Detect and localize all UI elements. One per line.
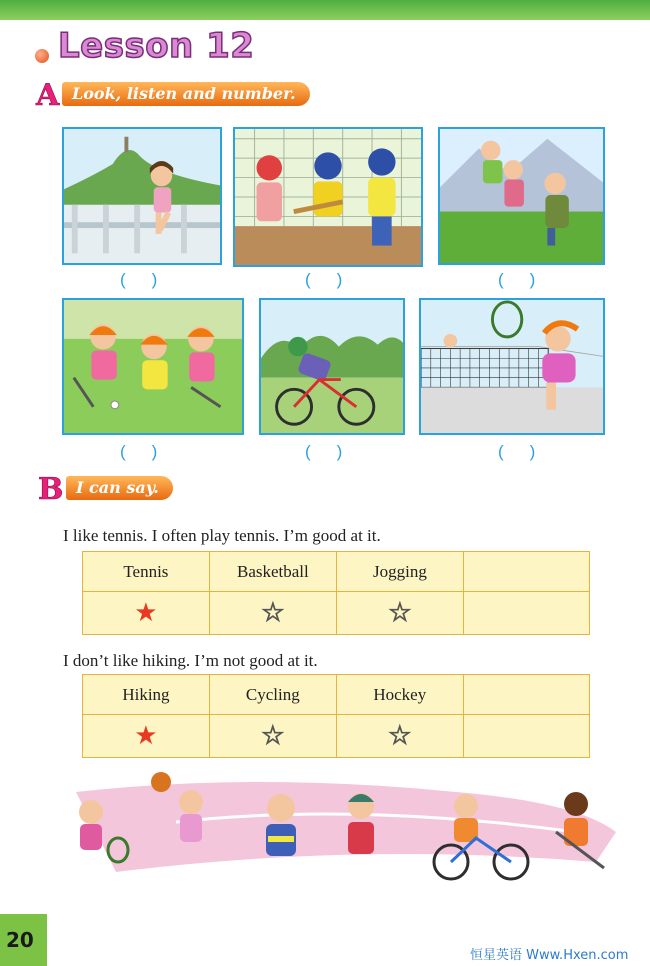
page-number: 20 — [6, 928, 34, 952]
red-star-icon: ★ — [134, 721, 158, 750]
preference-table-1 — [82, 551, 590, 635]
answer-blank-5[interactable]: ( ) — [305, 442, 343, 461]
table-header: Hockey — [336, 675, 463, 715]
table-header: Basketball — [209, 552, 336, 592]
lesson-title: Lesson 12 — [58, 26, 255, 66]
section-a-instruction: Look, listen and number. — [62, 82, 310, 106]
outline-star-icon[interactable]: ☆ — [261, 721, 285, 750]
table-header: Cycling — [209, 675, 336, 715]
example-sentence-1: I like tennis. I often play tennis. I’m good at it. — [63, 526, 381, 545]
kid-hiking — [348, 793, 374, 854]
preference-table-2 — [82, 674, 590, 758]
table-header — [463, 552, 589, 592]
section-a-letter: A — [36, 78, 60, 113]
top-color-bar — [0, 0, 650, 20]
answer-blank-4[interactable]: ( ) — [120, 442, 158, 461]
answer-blank-1[interactable]: ( ) — [120, 270, 158, 289]
picture-girl-running — [62, 127, 222, 265]
kids-sports-illustration — [56, 772, 616, 892]
outline-star-icon[interactable]: ☆ — [388, 598, 412, 627]
empty-cell[interactable] — [463, 715, 589, 758]
table-header: Tennis — [83, 552, 210, 592]
picture-tennis — [419, 298, 605, 435]
table-header: Jogging — [336, 552, 463, 592]
outline-star-icon[interactable]: ☆ — [261, 598, 285, 627]
picture-hockey — [62, 298, 244, 435]
answer-blank-6[interactable]: ( ) — [498, 442, 536, 461]
red-star-icon: ★ — [134, 598, 158, 627]
picture-cycling — [259, 298, 405, 435]
section-b-instruction: I can say. — [66, 476, 173, 500]
picture-hiking — [438, 127, 605, 265]
section-b-letter: B — [38, 472, 64, 507]
watermark: 恒星英语 Www.Hxen.com — [470, 948, 629, 963]
table-header: Hiking — [83, 675, 210, 715]
answer-blank-2[interactable]: ( ) — [305, 270, 343, 289]
picture-baseball — [233, 127, 423, 267]
table-header — [463, 675, 589, 715]
outline-star-icon[interactable]: ☆ — [388, 721, 412, 750]
answer-blank-3[interactable]: ( ) — [498, 270, 536, 289]
kid-jogging — [266, 794, 296, 856]
orange-bullet-icon — [35, 49, 49, 63]
empty-cell[interactable] — [463, 592, 589, 635]
example-sentence-2: I don’t like hiking. I’m not good at it. — [63, 651, 318, 670]
